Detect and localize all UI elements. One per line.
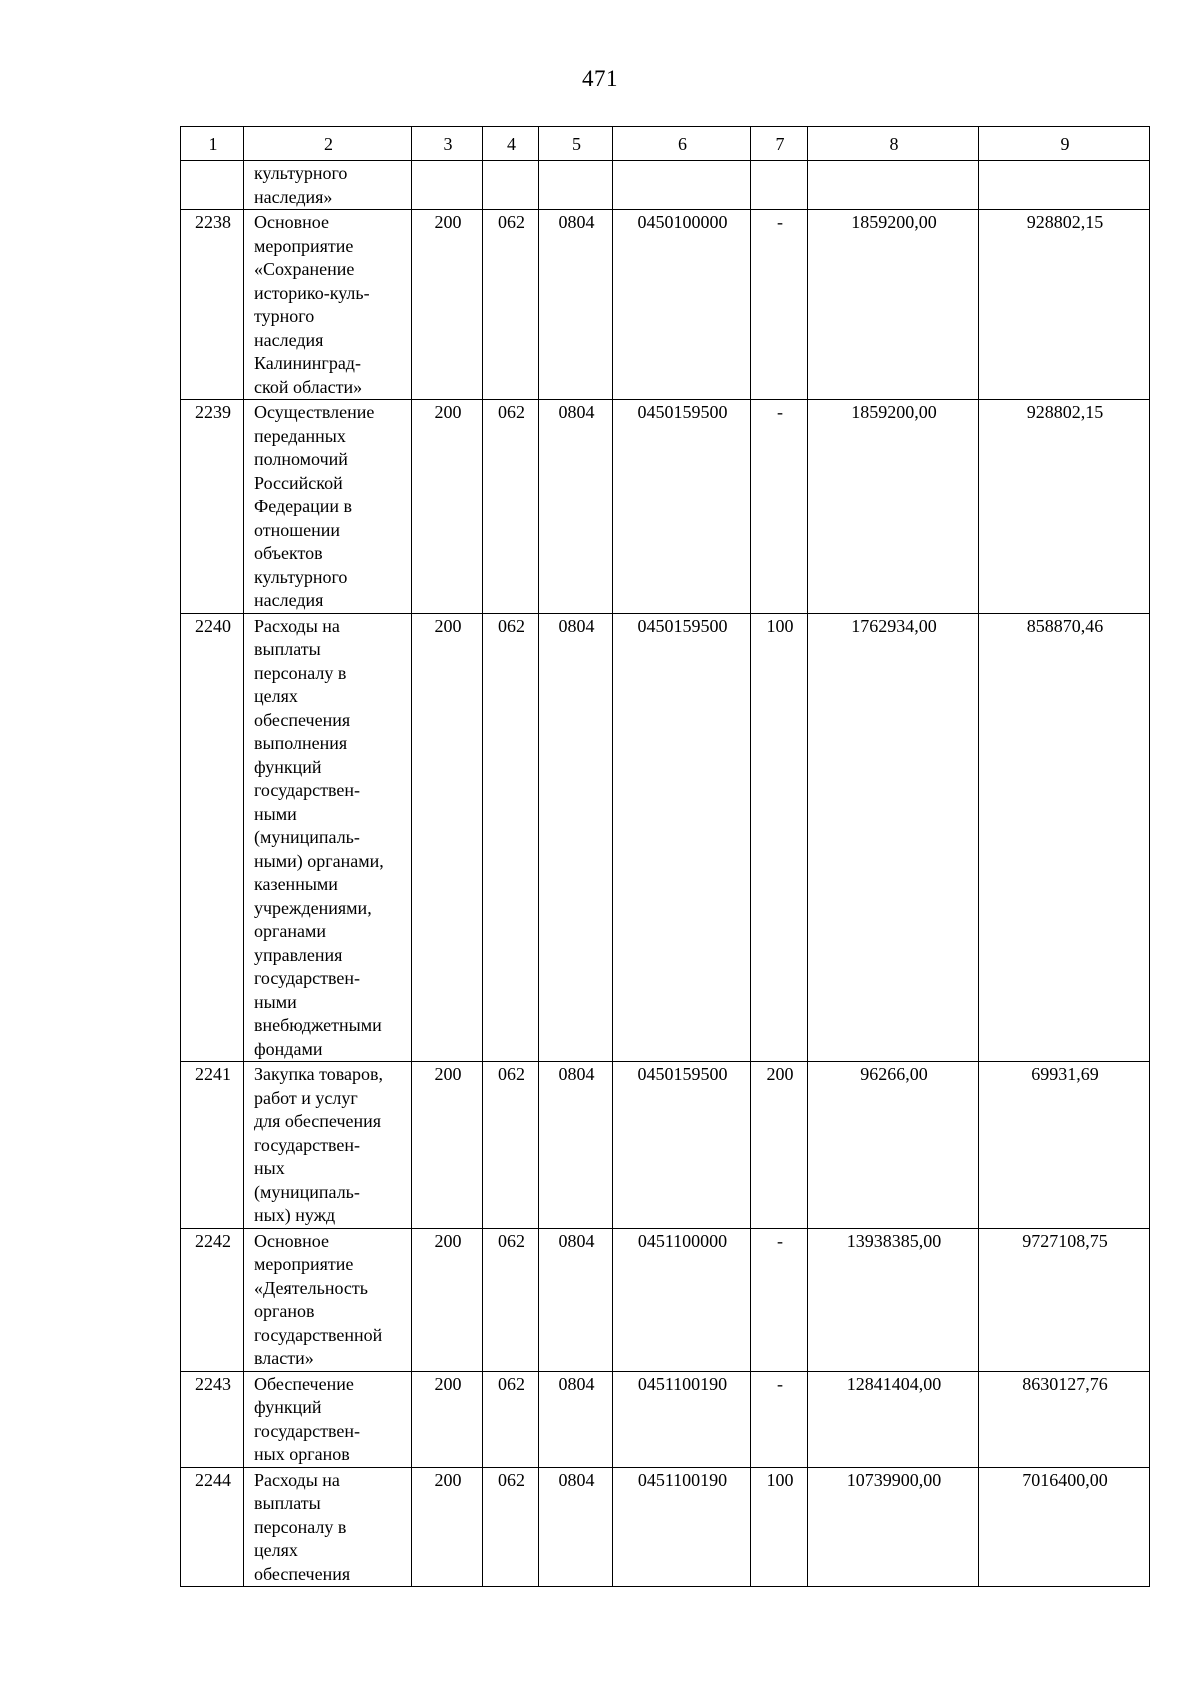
plan-amount-cell: 1859200,00 (808, 400, 979, 614)
item-name-line: Осуществление (254, 402, 375, 422)
type-cell: - (751, 1371, 808, 1467)
type-cell (751, 161, 808, 210)
item-name-line: органов (254, 1301, 315, 1321)
item-name-line: внебюджетными (254, 1015, 382, 1035)
item-name-line: для обеспечения (254, 1111, 382, 1131)
column-4-cell: 062 (483, 210, 539, 400)
column-header: 1 (181, 127, 244, 161)
item-name-line: фондами (254, 1038, 323, 1059)
plan-amount-cell: 1859200,00 (808, 210, 979, 400)
actual-amount-cell: 928802,15 (979, 210, 1150, 400)
column-4-cell: 062 (483, 1371, 539, 1467)
item-name-line: культурного (254, 566, 348, 587)
column-5-cell: 0804 (539, 1467, 613, 1587)
column-5-cell (539, 161, 613, 210)
column-4-cell: 062 (483, 613, 539, 1062)
plan-amount-cell: 12841404,00 (808, 1371, 979, 1467)
column-header: 8 (808, 127, 979, 161)
item-name-line: управления (254, 944, 343, 965)
table-row (181, 613, 1150, 1062)
column-5-cell: 0804 (539, 1228, 613, 1371)
column-3-cell: 200 (412, 210, 483, 400)
column-5-cell: 0804 (539, 1062, 613, 1229)
item-name-cell (244, 400, 412, 614)
code-cell: 0450159500 (613, 613, 751, 1062)
item-name-line: выплаты (254, 639, 321, 659)
item-name-line: выплаты (254, 1493, 321, 1513)
item-name-line: ных) нужд (254, 1205, 336, 1225)
item-name-line: власти» (254, 1348, 314, 1368)
row-number-cell (181, 161, 244, 210)
item-name-cell (244, 210, 412, 400)
item-name-line: государствен- (254, 968, 361, 988)
item-name-line: государствен- (254, 1134, 361, 1155)
item-name-line: ными (254, 991, 297, 1012)
item-name-line: «Деятельность (254, 1277, 368, 1298)
column-header: 5 (539, 127, 613, 161)
item-name-line: Расходы на (254, 1469, 340, 1490)
budget-table (180, 126, 1150, 1587)
plan-amount-cell: 1762934,00 (808, 613, 979, 1062)
item-name-line: ными) органами, (254, 850, 384, 871)
plan-amount-cell: 96266,00 (808, 1062, 979, 1229)
table-row (181, 1062, 1150, 1229)
column-3-cell: 200 (412, 613, 483, 1062)
type-cell: - (751, 400, 808, 614)
code-cell: 0450159500 (613, 400, 751, 614)
item-name-line: Основное (254, 212, 329, 232)
code-cell: 0451100000 (613, 1228, 751, 1371)
plan-amount-cell: 10739900,00 (808, 1467, 979, 1587)
item-name-line: Федерации в (254, 496, 353, 516)
item-name-line: переданных (254, 425, 346, 446)
table-row (181, 161, 1150, 210)
item-name-line: обеспечения (254, 1563, 351, 1584)
item-name-line: полномочий (254, 449, 348, 469)
item-name-cell (244, 161, 412, 210)
item-name-line: ными (254, 803, 297, 824)
column-header: 7 (751, 127, 808, 161)
item-name-line: объектов (254, 543, 323, 563)
item-name-line: функций (254, 1397, 322, 1417)
plan-amount-cell (808, 161, 979, 210)
actual-amount-cell: 7016400,00 (979, 1467, 1150, 1587)
item-name-line: персоналу в (254, 1516, 347, 1537)
type-cell: 100 (751, 1467, 808, 1587)
type-cell: 100 (751, 613, 808, 1062)
item-name-line: персоналу в (254, 662, 347, 683)
header-row (181, 127, 1150, 161)
item-name-cell (244, 1371, 412, 1467)
item-name-line: Основное (254, 1230, 329, 1251)
column-3-cell (412, 161, 483, 210)
code-cell: 0450159500 (613, 1062, 751, 1229)
column-4-cell: 062 (483, 1228, 539, 1371)
item-name-line: ных органов (254, 1444, 350, 1464)
table-row (181, 1228, 1150, 1371)
item-name-line: наследия (254, 329, 324, 350)
item-name-line: ных (254, 1158, 285, 1178)
item-name-line: органами (254, 921, 327, 941)
item-name-line: отношении (254, 519, 341, 540)
column-5-cell: 0804 (539, 210, 613, 400)
item-name-cell (244, 1228, 412, 1371)
item-name-line: Закупка товаров, (254, 1064, 383, 1084)
item-name-line: государственной (254, 1324, 383, 1345)
column-4-cell (483, 161, 539, 210)
item-name-line: (муниципаль- (254, 1181, 360, 1202)
actual-amount-cell (979, 161, 1150, 210)
row-number-cell: 2240 (181, 613, 244, 1062)
item-name-line: выполнения (254, 733, 348, 753)
item-name-line: культурного (254, 163, 348, 183)
code-cell: 0451100190 (613, 1371, 751, 1467)
item-name-line: работ и услуг (254, 1087, 358, 1108)
item-name-line: функций (254, 756, 322, 777)
column-3-cell: 200 (412, 1228, 483, 1371)
column-5-cell: 0804 (539, 400, 613, 614)
table-row (181, 400, 1150, 614)
table-body (181, 161, 1150, 1587)
item-name-cell (244, 1467, 412, 1587)
column-5-cell: 0804 (539, 1371, 613, 1467)
item-name-line: наследия (254, 590, 324, 610)
type-cell: - (751, 210, 808, 400)
code-cell (613, 161, 751, 210)
item-name-line: Расходы на (254, 615, 340, 636)
column-5-cell: 0804 (539, 613, 613, 1062)
column-4-cell: 062 (483, 400, 539, 614)
plan-amount-cell: 13938385,00 (808, 1228, 979, 1371)
code-cell: 0450100000 (613, 210, 751, 400)
column-3-cell: 200 (412, 1467, 483, 1587)
row-number-cell: 2244 (181, 1467, 244, 1587)
table-row (181, 210, 1150, 400)
item-name-line: целях (254, 686, 298, 706)
column-header: 3 (412, 127, 483, 161)
row-number-cell: 2241 (181, 1062, 244, 1229)
column-4-cell: 062 (483, 1062, 539, 1229)
row-number-cell: 2242 (181, 1228, 244, 1371)
item-name-line: Калининград- (254, 353, 361, 373)
item-name-line: «Сохранение (254, 259, 355, 279)
column-header: 4 (483, 127, 539, 161)
column-3-cell: 200 (412, 1062, 483, 1229)
item-name-line: (муниципаль- (254, 827, 360, 847)
item-name-cell (244, 613, 412, 1062)
item-name-line: наследия» (254, 186, 333, 207)
item-name-cell (244, 1062, 412, 1229)
actual-amount-cell: 858870,46 (979, 613, 1150, 1062)
actual-amount-cell: 8630127,76 (979, 1371, 1150, 1467)
table-row (181, 1467, 1150, 1587)
page-number: 471 (582, 66, 618, 91)
type-cell: - (751, 1228, 808, 1371)
item-name-line: историко-куль- (254, 282, 370, 303)
item-name-line: учреждениями, (254, 897, 372, 918)
item-name-line: Обеспечение (254, 1373, 354, 1394)
column-header: 6 (613, 127, 751, 161)
table-header (181, 127, 1150, 161)
item-name-line: казенными (254, 874, 338, 894)
item-name-line: ской области» (254, 376, 363, 397)
item-name-line: турного (254, 306, 315, 326)
item-name-line: мероприятие (254, 235, 354, 256)
row-number-cell: 2238 (181, 210, 244, 400)
row-number-cell: 2243 (181, 1371, 244, 1467)
item-name-line: мероприятие (254, 1254, 354, 1274)
item-name-line: целях (254, 1540, 298, 1560)
item-name-line: государствен- (254, 780, 361, 800)
row-number-cell: 2239 (181, 400, 244, 614)
table-row (181, 1371, 1150, 1467)
actual-amount-cell: 69931,69 (979, 1062, 1150, 1229)
actual-amount-cell: 9727108,75 (979, 1228, 1150, 1371)
type-cell: 200 (751, 1062, 808, 1229)
column-4-cell: 062 (483, 1467, 539, 1587)
column-3-cell: 200 (412, 1371, 483, 1467)
column-3-cell: 200 (412, 400, 483, 614)
item-name-line: Российской (254, 472, 343, 493)
item-name-line: государствен- (254, 1420, 361, 1441)
column-header: 9 (979, 127, 1150, 161)
item-name-line: обеспечения (254, 709, 351, 730)
column-header: 2 (244, 127, 412, 161)
code-cell: 0451100190 (613, 1467, 751, 1587)
actual-amount-cell: 928802,15 (979, 400, 1150, 614)
